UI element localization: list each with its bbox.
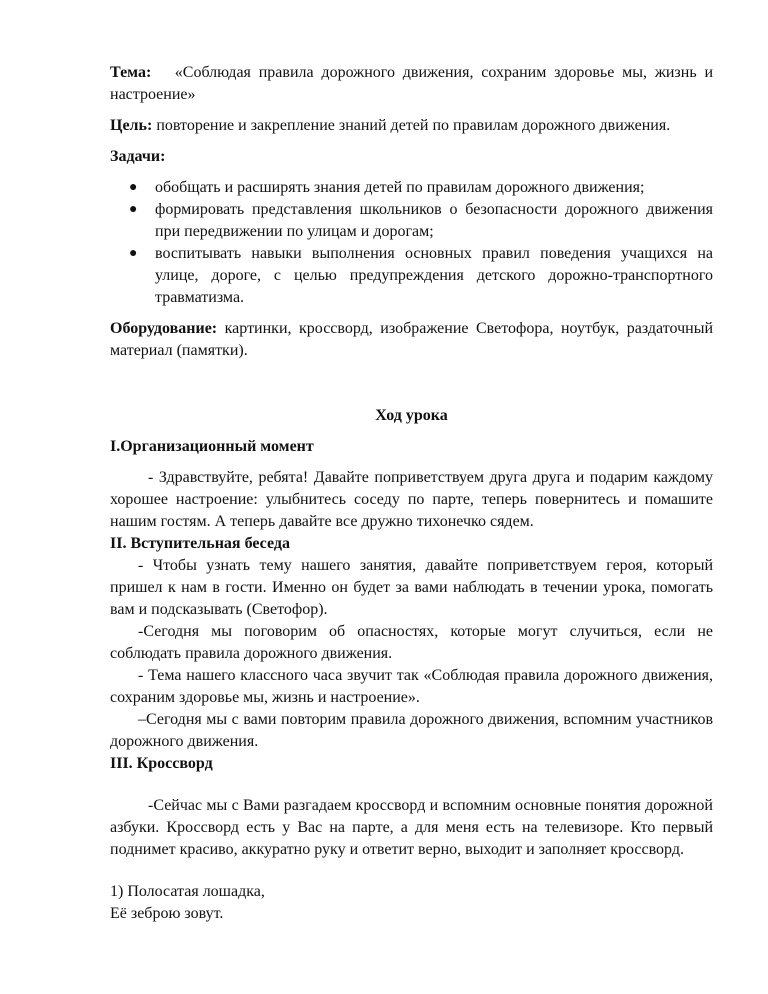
topic-paragraph [110, 62, 713, 106]
section-paragraph: - Чтобы узнать тему нашего занятия, давайте поприветствуем героя, который пришел к нам в гости. Именно он будет за вами наблюдать в течении урока, помогать вам и подсказывать (Светофор). [110, 557, 713, 618]
riddle-line: 1) Полосатая лошадка, [110, 883, 265, 900]
task-item: ● обобщать и расширять знания детей по правилам дорожного движения; [155, 177, 713, 199]
section-heading-organizational: I.Организационный момент [110, 438, 314, 455]
section-paragraph: - Тема нашего классного часа звучит так «Соблюдая правила дорожного движения, сохраним здоровье мы, жизнь и настроение». [110, 667, 713, 706]
tasks-label: Задачи: [110, 148, 166, 165]
section-heading-intro-talk: II. Вступительная беседа [110, 535, 290, 552]
lesson-title: Ход урока [375, 407, 448, 424]
task-item: ● воспитывать навыки выполнения основных правил поведения учащихся на улице, дороге, с целью предупреждения детского дорожно-транспортного травматизма. [129, 245, 713, 306]
equipment-label: Оборудование: [110, 320, 218, 337]
equipment-paragraph [110, 318, 713, 362]
goal-text: повторение и закрепление знаний детей по правилам дорожного движения. [156, 117, 671, 134]
spacer [110, 861, 713, 881]
riddle-line: Её зеброю зовут. [110, 905, 224, 922]
bullet-icon: ● [129, 180, 138, 195]
document-page [110, 62, 713, 925]
goal-paragraph [110, 115, 713, 137]
tasks-list [110, 177, 713, 309]
topic-text: «Соблюдая правила дорожного движения, сохраним здоровье мы, жизнь и настроение» [110, 64, 714, 103]
bullet-icon: ● [129, 202, 138, 217]
spacer [110, 371, 713, 405]
section-paragraph: –Сегодня мы с вами повторим правила дорожного движения, вспомним участников дорожного движения. [110, 711, 713, 750]
bullet-icon: ● [129, 246, 138, 261]
task-item: ● формировать представления школьников о безопасности дорожного движения при передвижении по улицам и дорогам; [129, 201, 713, 240]
section-paragraph: - Здравствуйте, ребята! Давайте поприветствуем друга друга и подарим каждому хорошее настроение: улыбнитесь соседу по парте, теперь повернитесь и помашите нашим гостям. А теперь давайте все дружно тихонечко сядем. [110, 469, 713, 530]
section-paragraph: -Сейчас мы с Вами разгадаем кроссворд и вспомним основные понятия дорожной азбуки. Кроссворд есть у Вас на парте, а для меня есть на телевизоре. Кто первый поднимет красиво, аккуратно руку и ответит верно, выходит и заполняет кроссворд. [110, 797, 713, 858]
topic-label: Тема: [110, 64, 152, 81]
section-paragraph: -Сегодня мы поговорим об опасностях, которые могут случиться, если не соблюдать правила дорожного движения. [110, 623, 713, 662]
goal-label: Цель: [110, 117, 153, 134]
spacer [110, 775, 713, 795]
section-heading-crossword: III. Кроссворд [110, 755, 213, 772]
equipment-text: картинки, кроссворд, изображение Светофора, ноутбук, раздаточный материал (памятки). [110, 320, 714, 359]
